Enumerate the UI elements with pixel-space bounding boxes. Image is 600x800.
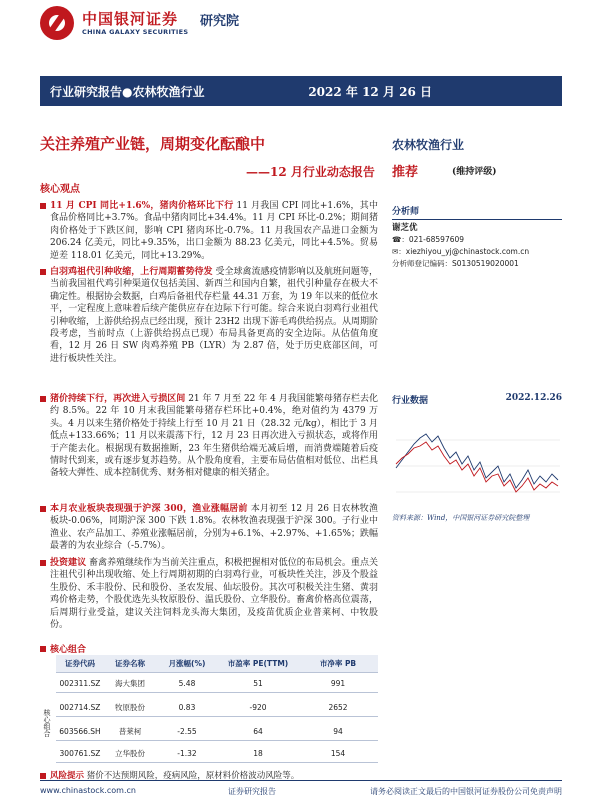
table-cell: 154 (330, 749, 346, 758)
bullet-icon (40, 506, 46, 512)
paragraph-highlight: 白羽鸡祖代引种收缩，上行周期蓄势待发 (50, 267, 213, 277)
core-views-heading: 核心观点 (40, 184, 80, 195)
report-subtitle: ——12 月行业动态报告 (246, 165, 375, 179)
table-row (56, 745, 378, 763)
analyst-name: 谢芝优 (392, 223, 418, 233)
paragraph-highlight: 猪价持续下行，再次进入亏损区间 (50, 394, 186, 404)
table-row (56, 699, 378, 717)
industry-index-chart (392, 408, 562, 508)
paragraph-text: 21 年 7 月至 22 年 4 月我国能繁母猪存栏去化约 8.5%。22 年 10 月末我国能繁母猪存栏环比+0.4%，绝对值约为 4379 万头。4 月以来生猪价格处于持续上行至 10 月 21 日（28.32 元/kg），相比于 3 月低点+133.66%；11 月以来震荡下行，12 月 23 日再次进入亏损状态，或将作用于产能去化。根据现有数据推断，23 年生猪供给端无减后增，而消费端随着后疫情时代到来，或有逐步复苏趋势。从个股角度看，主要布局估值相对低位、出栏具备较大弹性、成本控制优秀、财务相对健康的相关猪企。 (50, 394, 378, 479)
report-banner (40, 76, 562, 106)
table-side-label: 核心组合 (43, 708, 51, 737)
paragraph-highlight: 本月农业板块表现强于沪深 300，渔业涨幅居前 (50, 504, 248, 514)
bullet-icon (40, 773, 46, 779)
core-portfolio-heading (40, 642, 86, 655)
paragraph-broiler (40, 266, 378, 365)
table-header-cell: 市净率 PB (319, 659, 357, 668)
logo-institute-text: 研究院 (200, 14, 240, 29)
paragraph-highlight: 11 月 CPI 同比+1.6%，猪肉价格环比下行 (50, 201, 234, 211)
logo-cn-text: 中国银河证券 (82, 10, 179, 28)
table-cell: 立华股份 (115, 749, 145, 758)
galaxy-logo-icon (40, 6, 74, 40)
table-cell: 18 (253, 749, 263, 758)
bullet-icon (40, 269, 46, 275)
table-cell: 牧原股份 (115, 703, 145, 712)
logo-en-text: CHINA GALAXY SECURITIES (82, 28, 189, 36)
page-footer (40, 780, 562, 800)
table-cell: -2.55 (177, 727, 197, 736)
bullet-icon (40, 560, 46, 566)
table-cell: 94 (333, 727, 343, 736)
bullet-icon (40, 203, 46, 209)
chart-background (392, 408, 562, 508)
paragraph-highlight: 投资建议 (50, 558, 87, 568)
table-row (56, 723, 378, 741)
table-row (56, 675, 378, 693)
industry-label: 农林牧渔行业 (392, 138, 465, 152)
table-cell: 300761.SZ (59, 749, 101, 758)
risk-label: 风险提示 (50, 771, 85, 781)
table-cell: -1.32 (177, 749, 197, 758)
table-cell: 002311.SZ (59, 679, 101, 688)
table-header-cell: 证券代码 (65, 659, 95, 668)
paragraph-text: 畜禽养殖继续作为当前关注重点，积极把握相对低位的布局机会。重点关注祖代引种出现收缩、处上行周期初期的白羽鸡行业，可板块性关注，涉及个股益生股份、禾丰股份、民和股份、圣农发展、仙坛股份。其次可积极关注生猪、黄羽鸡价格走势，个股优选先头牧原股份、温氏股份、立华股份。畜禽价格高位震荡，后周期行业受益，建议关注饲料龙头海大集团，及疫苗优质企业普莱柯、中牧股份。 (50, 558, 378, 631)
paragraph-text: 受全球禽流感疫情影响以及航班问题等，当前我国祖代鸡引种渠道仅包括美国、新西兰和国内自繁，祖代引种量存在极大不确定性。根据协会数据，白鸡后备祖代存栏量 44.31 万套，为 19 年以来的低位水平，一定程度上意味着后续产能供应存在边际下行可能。综合来说白羽鸡行业祖代引种收缩，上游供给拐点已经出现，预计 23H2 出现下游毛鸡供给拐点。从周期阶段考虑，当前时点（上游供给拐点已现）布局具备更高的安全边际。从估值角度看，12 月 26 日 SW 肉鸡养殖 PB（LYR）为 2.87 倍，处于历史底部区间，可进行板块性关注。 (50, 267, 378, 364)
table-cell: 5.48 (178, 679, 196, 688)
report-title: 关注养殖产业链，周期变化酝酿中 (40, 135, 266, 153)
table-cell: 海大集团 (115, 679, 145, 688)
analyst-heading: 分析师 (392, 204, 562, 220)
analyst-cert: 分析师登记编码：S0130519020001 (392, 259, 519, 268)
industry-data-date: 2022.12.26 (505, 393, 562, 403)
table-cell: 603566.SH (59, 727, 101, 736)
industry-data-title: 行业数据 (392, 396, 429, 406)
bullet-icon (40, 396, 46, 402)
paragraph-hog (40, 393, 378, 480)
table-cell: 普莱柯 (118, 727, 142, 736)
rating-label: 推荐 (392, 165, 419, 180)
table-header-cell: 月涨幅(%) (168, 659, 206, 668)
paragraph-text: 本月初至 12 月 26 日农林牧渔板块-0.06%，同期沪深 300 下跌 1.8%。农林牧渔表现强于沪深 300。子行业中渔业、农产品加工、养殖业涨幅居前，分别为+6.1%、+2.97%、+1.65%；跌幅最著的为农业综合（-5.7%）。 (50, 504, 378, 552)
footer-disclaimer: 请务必阅读正文最后的中国银河证券股份公司免责声明 (370, 787, 562, 796)
table-cell: 51 (253, 679, 263, 688)
rating-note: (维持评级) (452, 167, 497, 177)
table-cell: 991 (330, 679, 346, 688)
core-portfolio-label: 核心组合 (50, 645, 87, 655)
company-logo (40, 6, 290, 40)
bullet-icon (40, 646, 46, 652)
industry-data-heading (392, 393, 562, 409)
paragraph-text: 11 月我国 CPI 同比+1.6%，其中食品价格同比+3.7%。食品中猪肉同比+34.4%。11 月 CPI 环比-0.2%；期间猪肉价格处于下跌区间，影响 CPI 猪肉环比-0.7%。11 月我国农产品进口金额为 206.24 亿美元，同比+9.35%，出口金额为 88.23 亿美元，同比+4.5%。贸易逆差 118.01 亿美元，同比+13.29%。 (50, 201, 378, 261)
table-cell: -920 (249, 703, 267, 712)
paragraph-market (40, 503, 378, 553)
report-type: 行业研究报告●农林牧渔行业 (50, 85, 205, 99)
footer-center: 证券研究报告 (228, 787, 276, 796)
table-header-cell: 市盈率 PE(TTM) (227, 659, 289, 668)
chart-source: 资料来源：Wind，中国银河证券研究院整理 (392, 514, 530, 522)
paragraph-cpi (40, 200, 378, 262)
table-header-row (56, 655, 378, 673)
report-date: 2022 年 12 月 26 日 (308, 85, 432, 99)
table-cell: 002714.SZ (59, 703, 101, 712)
paragraph-advice (40, 557, 378, 631)
risk-text: 猪价不达预期风险，疫病风险，原材料价格波动风险等。 (84, 771, 300, 781)
table-cell: 0.83 (178, 703, 196, 712)
footer-url[interactable]: www.chinastock.com.cn (40, 786, 136, 795)
table-cell: 2652 (328, 703, 348, 712)
analyst-phone: ☎：021-68597609 (392, 235, 465, 244)
analyst-email[interactable]: ✉：xiezhiyou_yj@chinastock.com.cn (392, 247, 530, 256)
table-header-cell: 证券名称 (115, 659, 145, 668)
table-cell: 64 (253, 727, 263, 736)
